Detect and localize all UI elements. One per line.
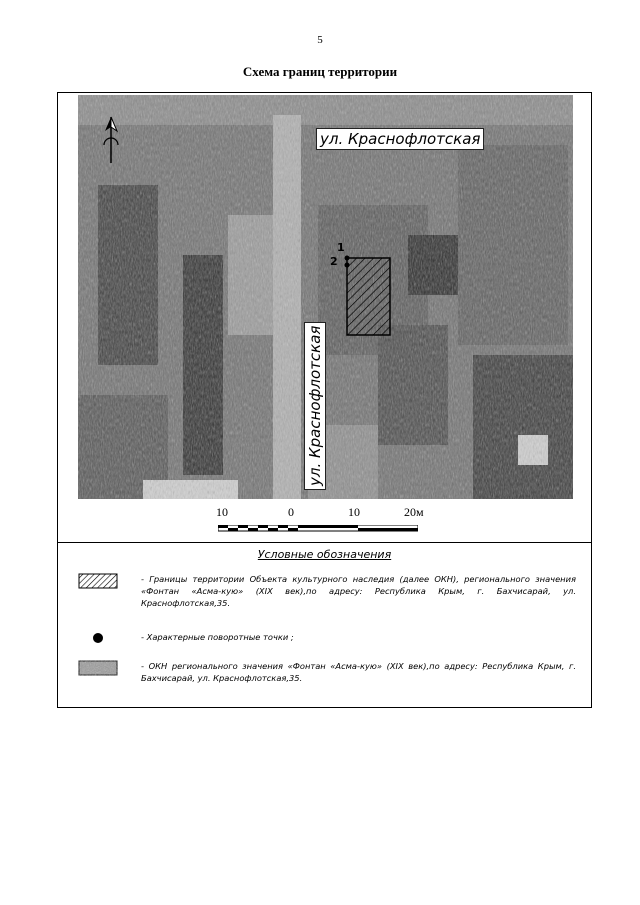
- page-number: 5: [317, 34, 323, 46]
- scale-ruler: [218, 525, 418, 535]
- north-arrow-icon: [96, 115, 126, 165]
- hatched-rectangle-icon: [78, 573, 118, 589]
- legend-item-text: - Границы территории Объекта культурного наследия (далее ОКН), регионального значения «Фонтан «Асма-кую» (XIX век),по адресу: Республика Крым, г. Бахчисарай, ул. Краснофлотская,35.: [141, 574, 576, 608]
- boundary-point: [345, 256, 350, 261]
- legend-item: [78, 573, 576, 613]
- legend-item: [78, 630, 573, 650]
- schema-frame: [57, 92, 592, 708]
- boundary-point: [345, 263, 350, 268]
- scale-bar: [208, 505, 468, 539]
- boundary-point-label: 1: [337, 241, 345, 254]
- legend-item-text: - ОКН регионального значения «Фонтан «Асма-кую» (XIX век),по адресу: Республика Крым, г. Бахчисарай, ул. Краснофлотская,35.: [141, 661, 576, 683]
- textured-rectangle-icon: [78, 660, 118, 676]
- street-label-vertical: ул. Краснофлотская: [304, 322, 326, 490]
- scale-label: 20м: [404, 505, 424, 519]
- scale-label: 10: [348, 505, 360, 519]
- boundary-point-label: 2: [330, 255, 338, 268]
- legend-item: [78, 660, 576, 690]
- aerial-map[interactable]: [78, 95, 573, 499]
- page-title: Схема границ территории: [242, 64, 398, 79]
- legend-item-text: - Характерные поворотные точки ;: [141, 632, 294, 642]
- scale-label: 10: [216, 505, 228, 519]
- territory-boundary: [347, 258, 390, 335]
- street-label-horizontal: ул. Краснофлотская: [316, 128, 484, 150]
- legend-title: Условные обозначения: [257, 548, 392, 561]
- legend-divider: [58, 542, 591, 543]
- black-dot-icon: [78, 630, 118, 646]
- scale-label: 0: [288, 505, 294, 519]
